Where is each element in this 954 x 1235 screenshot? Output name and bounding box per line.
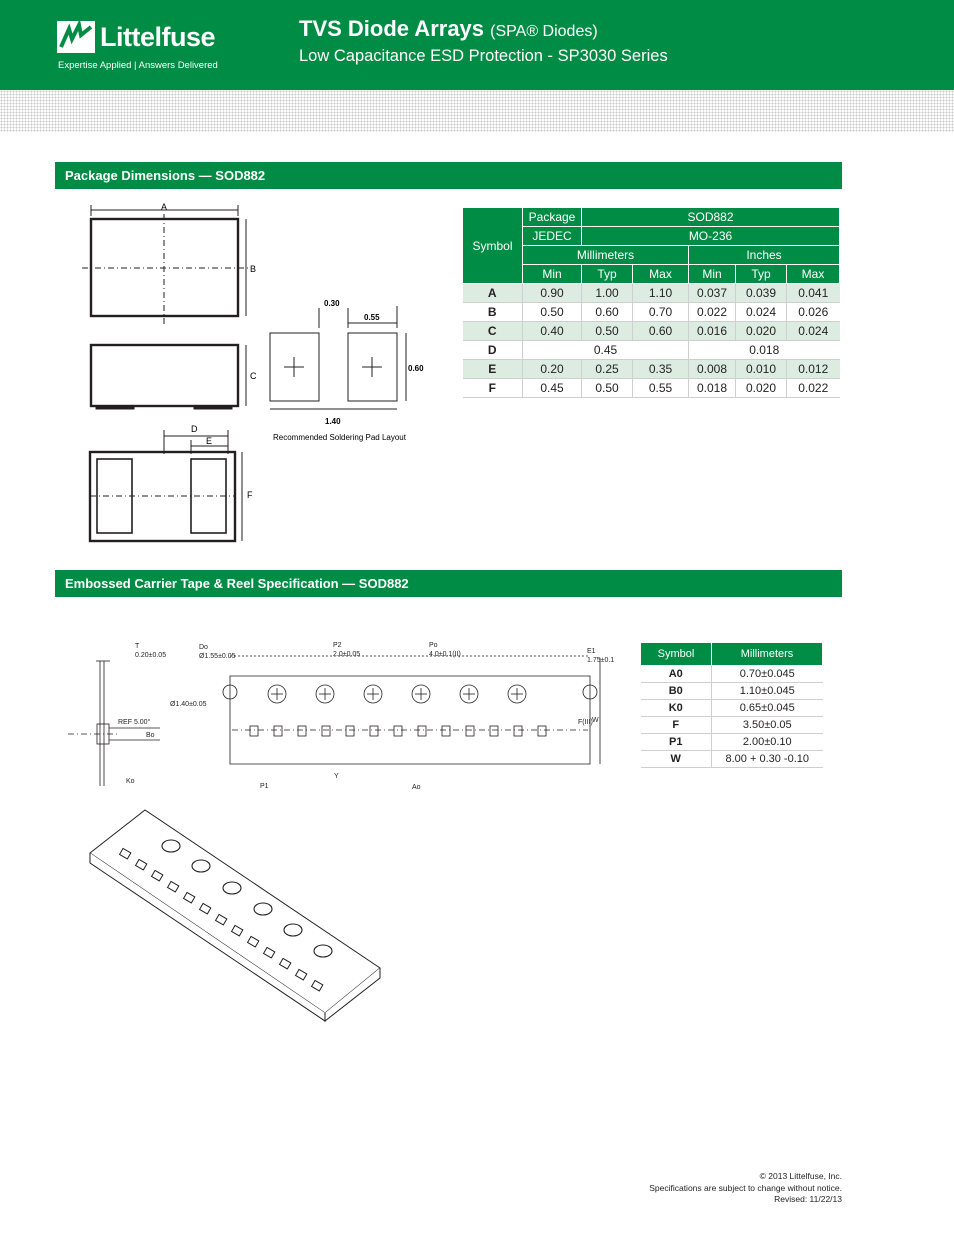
jedec-label: JEDEC — [523, 227, 582, 246]
dim-label-b: B — [250, 264, 257, 274]
cell: 0.35 — [633, 360, 689, 379]
footer-revised: Revised: 11/22/13 — [774, 1194, 842, 1204]
tape-label-do-val: Ø1.55±0.05 — [199, 653, 236, 660]
row-symbol: D — [463, 341, 523, 360]
cell: 0.65±0.045 — [712, 700, 823, 717]
littelfuse-logo-icon — [57, 21, 95, 53]
table-row — [463, 322, 840, 341]
table-row — [463, 284, 840, 303]
row-symbol: P1 — [641, 734, 712, 751]
cell: 0.012 — [787, 360, 840, 379]
mm-header: Millimeters — [523, 246, 689, 265]
tape-label-ko: Ko — [126, 778, 135, 785]
inch-header: Inches — [689, 246, 840, 265]
tape-label-t-val: 0.20±0.05 — [135, 652, 167, 659]
tape-mm-header: Millimeters — [712, 643, 823, 666]
section-title-tape: Embossed Carrier Tape & Reel Specification — SOD882 — [65, 576, 409, 591]
cell: 0.60 — [633, 322, 689, 341]
table-row — [463, 360, 840, 379]
cell: 8.00 + 0.30 -0.10 — [712, 751, 823, 768]
pad-label-140: 1.40 — [325, 417, 341, 426]
cell: 0.50 — [523, 303, 582, 322]
dimensions-table — [462, 207, 840, 398]
tape-label-p2-val: 2.0±0.05 — [333, 651, 361, 658]
table-row — [641, 751, 823, 768]
table-row — [463, 303, 840, 322]
tape-label-e1-val: 1.75±0.1 — [587, 657, 615, 664]
tape-label-t: T — [135, 643, 140, 650]
cell: 3.50±0.05 — [712, 717, 823, 734]
cell: 0.40 — [523, 322, 582, 341]
cell: 0.024 — [787, 322, 840, 341]
tape-label-do: Do — [199, 644, 208, 651]
pad-label-055: 0.55 — [364, 313, 380, 322]
cell: 0.20 — [523, 360, 582, 379]
cell: 0.020 — [736, 379, 787, 398]
cell: 0.041 — [787, 284, 840, 303]
tape-label-po-val: 4.0±0.1(II) — [429, 651, 461, 658]
cavity-pockets — [250, 726, 546, 736]
tape-spec-table — [640, 642, 823, 768]
tape-label-e1: E1 — [587, 648, 596, 655]
cell: 0.022 — [689, 303, 736, 322]
tape-label-po: Po — [429, 642, 438, 649]
section-title-package: Package Dimensions — SOD882 — [65, 168, 266, 183]
cell: 0.55 — [633, 379, 689, 398]
tape-drawing — [60, 636, 620, 796]
row-symbol: C — [463, 322, 523, 341]
package-value: SOD882 — [582, 208, 840, 227]
row-symbol: F — [641, 717, 712, 734]
cell: 0.008 — [689, 360, 736, 379]
page-footer — [649, 1171, 842, 1206]
section-bar-tape — [55, 570, 842, 597]
cell: 0.25 — [582, 360, 633, 379]
cell: 1.10±0.045 — [712, 683, 823, 700]
cell: 0.60 — [582, 303, 633, 322]
table-row — [641, 734, 823, 751]
tape-3d-illustration — [85, 808, 385, 1023]
package-label: Package — [523, 208, 582, 227]
in-typ-header: Typ — [736, 265, 787, 284]
dim-label-f: F — [247, 490, 253, 500]
row-symbol: A — [463, 284, 523, 303]
dotted-band — [0, 90, 954, 132]
pad-caption: Recommended Soldering Pad Layout — [273, 433, 406, 442]
tape-label-f: F(III) — [578, 719, 593, 726]
cell: 1.10 — [633, 284, 689, 303]
cell: 0.50 — [582, 379, 633, 398]
dim-label-a: A — [161, 202, 168, 212]
row-symbol: A0 — [641, 666, 712, 683]
footer-notice: Specifications are subject to change without notice. — [649, 1182, 842, 1193]
cell: 0.45 — [523, 341, 689, 360]
page-header — [0, 0, 954, 90]
tape-label-y: Y — [334, 773, 339, 780]
row-symbol: F — [463, 379, 523, 398]
brand-tagline: Expertise Applied | Answers Delivered — [58, 60, 218, 71]
tape-label-d1: Ø1.40±0.05 — [170, 701, 207, 708]
cell: 0.70 — [633, 303, 689, 322]
table-row — [641, 717, 823, 734]
table-row — [641, 666, 823, 683]
tape-label-ao: Ao — [412, 784, 421, 791]
tape-symbol-header: Symbol — [641, 643, 712, 666]
tape-label-p2: P2 — [333, 642, 342, 649]
dim-label-e: E — [206, 436, 213, 446]
mm-min-header: Min — [523, 265, 582, 284]
cell: 0.022 — [787, 379, 840, 398]
cell: 0.45 — [523, 379, 582, 398]
section-bar-package — [55, 162, 842, 189]
in-max-header: Max — [787, 265, 840, 284]
dim-label-d: D — [191, 424, 198, 434]
page-subtitle: Low Capacitance ESD Protection - SP3030 Series — [299, 47, 668, 65]
cell: 0.026 — [787, 303, 840, 322]
cell: 0.018 — [689, 379, 736, 398]
tape-label-p1: P1 — [260, 783, 269, 790]
jedec-value: MO-236 — [582, 227, 840, 246]
cell: 0.024 — [736, 303, 787, 322]
page-title — [299, 16, 598, 42]
pad-label-030: 0.30 — [324, 299, 340, 308]
cell: 0.037 — [689, 284, 736, 303]
sprocket-holes — [268, 685, 526, 703]
table-row — [463, 341, 840, 360]
title-main: TVS Diode Arrays — [299, 16, 485, 41]
dim-label-c: C — [250, 371, 257, 381]
in-min-header: Min — [689, 265, 736, 284]
footer-copyright: © 2013 Littelfuse, Inc. — [759, 1171, 842, 1181]
table-row — [641, 683, 823, 700]
row-symbol: B — [463, 303, 523, 322]
cell: 0.020 — [736, 322, 787, 341]
cell: 0.018 — [689, 341, 840, 360]
package-drawing — [60, 196, 440, 546]
table-row — [641, 700, 823, 717]
symbol-header: Symbol — [463, 208, 523, 284]
tape-label-w: W — [592, 717, 599, 724]
cell: 0.039 — [736, 284, 787, 303]
row-symbol: W — [641, 751, 712, 768]
cell: 0.90 — [523, 284, 582, 303]
cell: 2.00±0.10 — [712, 734, 823, 751]
brand-name: Littelfuse — [100, 22, 216, 52]
row-symbol: B0 — [641, 683, 712, 700]
pad-label-060: 0.60 — [408, 364, 424, 373]
row-symbol: E — [463, 360, 523, 379]
table-row — [463, 379, 840, 398]
cell: 0.016 — [689, 322, 736, 341]
title-suffix: (SPA® Diodes) — [490, 23, 598, 40]
cell: 0.010 — [736, 360, 787, 379]
cell: 0.70±0.045 — [712, 666, 823, 683]
cell: 0.50 — [582, 322, 633, 341]
cell: 1.00 — [582, 284, 633, 303]
mm-typ-header: Typ — [582, 265, 633, 284]
mm-max-header: Max — [633, 265, 689, 284]
tape-label-bo: Bo — [146, 732, 155, 739]
tape-label-ref: REF 5.00° — [118, 719, 151, 726]
row-symbol: K0 — [641, 700, 712, 717]
